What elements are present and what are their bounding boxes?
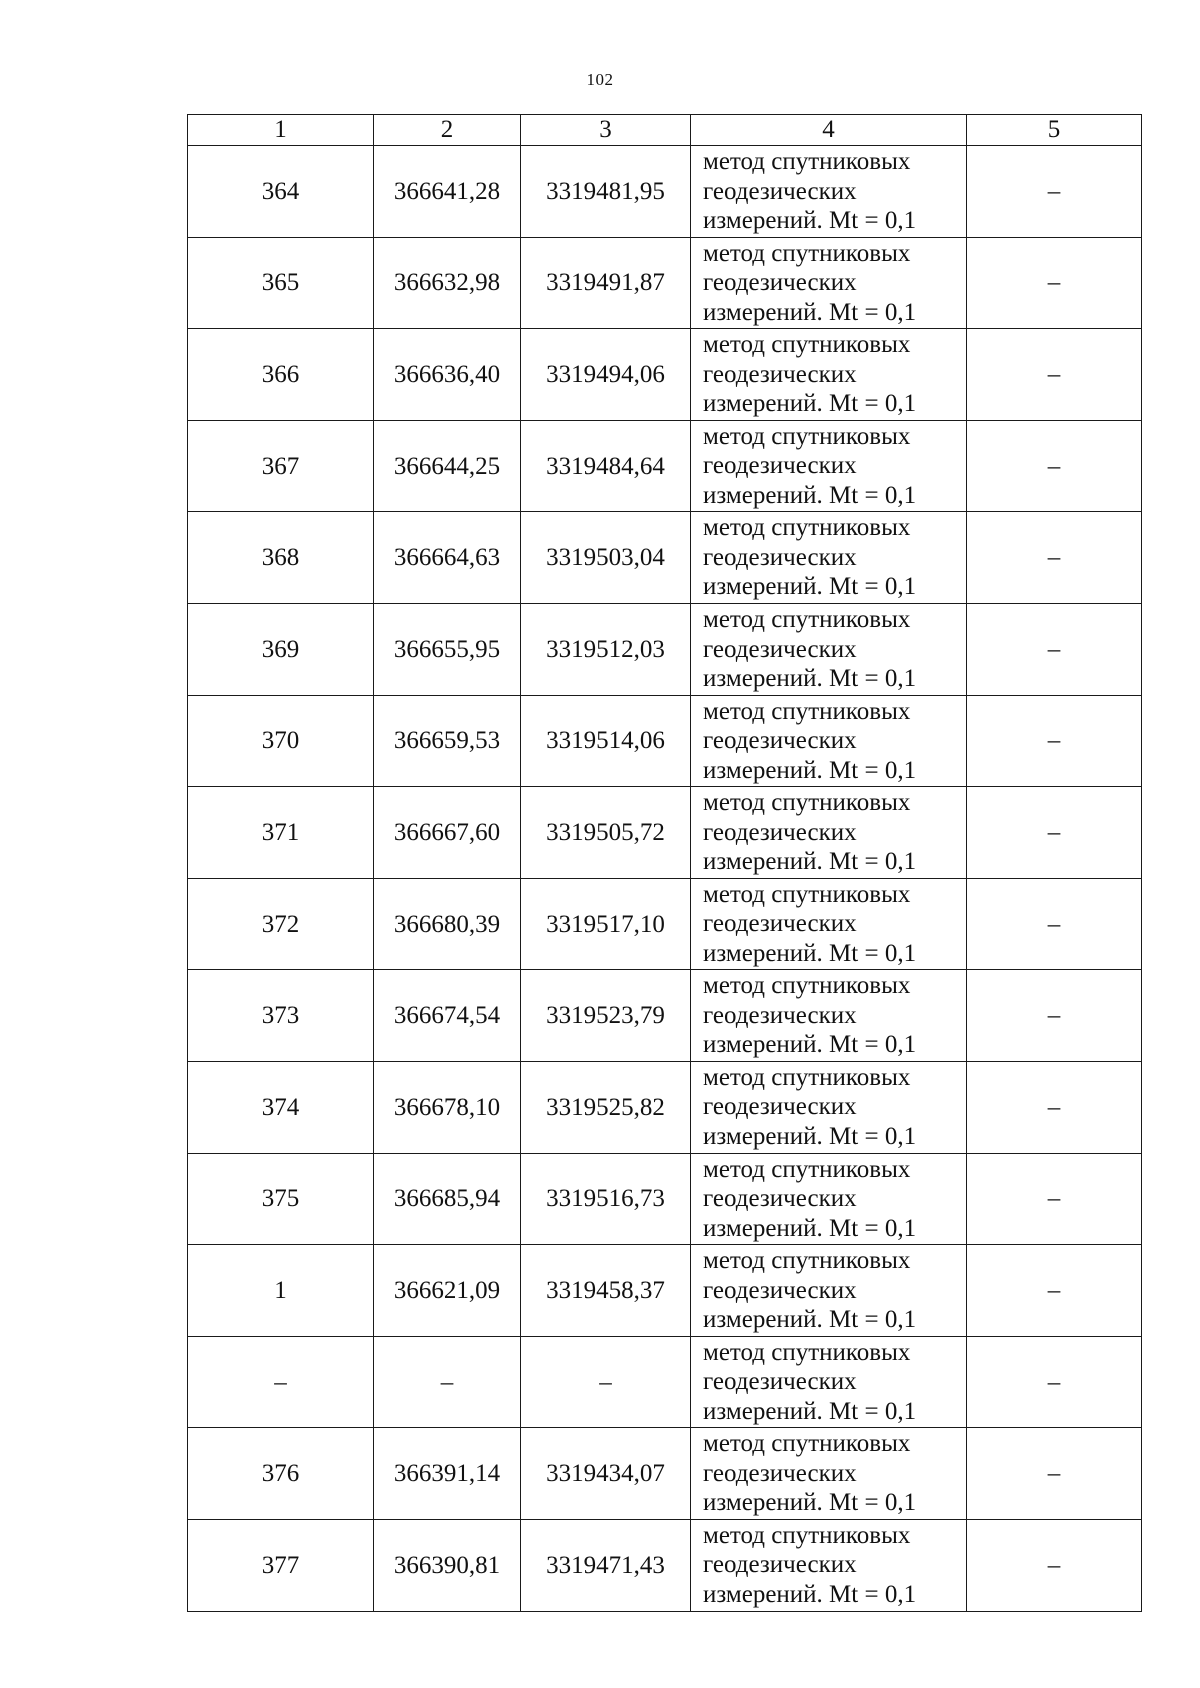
method-line: метод спутниковых	[703, 148, 911, 176]
method-line: геодезических	[703, 177, 857, 205]
x-coordinate-cell: 366685,94	[374, 1153, 521, 1245]
method-cell	[691, 970, 967, 1062]
method-line: геодезических	[703, 1459, 857, 1487]
table-row	[188, 1153, 1142, 1245]
method-line: геодезических	[703, 1093, 857, 1121]
note-cell: –	[967, 420, 1142, 512]
table-row	[188, 146, 1142, 238]
method-cell	[691, 1245, 967, 1337]
point-number-cell: 367	[188, 420, 374, 512]
y-coordinate-cell: 3319516,73	[521, 1153, 691, 1245]
method-line: метод спутниковых	[703, 1521, 911, 1549]
header-col-2: 2	[374, 115, 521, 146]
method-line: геодезических	[703, 452, 857, 480]
point-number-cell: 366	[188, 329, 374, 421]
method-cell	[691, 1153, 967, 1245]
y-coordinate-cell: 3319523,79	[521, 970, 691, 1062]
method-line: геодезических	[703, 910, 857, 938]
method-line: метод спутниковых	[703, 239, 911, 267]
y-coordinate-cell: 3319481,95	[521, 146, 691, 238]
method-line: метод спутниковых	[703, 789, 911, 817]
point-number-cell: 377	[188, 1519, 374, 1611]
method-line: геодезических	[703, 635, 857, 663]
method-cell	[691, 1061, 967, 1153]
note-cell: –	[967, 1153, 1142, 1245]
note-cell: –	[967, 1428, 1142, 1520]
point-number-cell: 1	[188, 1245, 374, 1337]
note-cell: –	[967, 603, 1142, 695]
x-coordinate-cell: 366641,28	[374, 146, 521, 238]
method-cell	[691, 603, 967, 695]
note-cell: –	[967, 1336, 1142, 1428]
y-coordinate-cell: 3319458,37	[521, 1245, 691, 1337]
y-coordinate-cell: 3319517,10	[521, 878, 691, 970]
table-row	[188, 1336, 1142, 1428]
table-header	[188, 115, 1142, 146]
method-cell	[691, 512, 967, 604]
page-number: 102	[586, 70, 614, 89]
method-cell	[691, 695, 967, 787]
method-line: метод спутниковых	[703, 514, 911, 542]
method-line: метод спутниковых	[703, 331, 911, 359]
method-line: метод спутниковых	[703, 1430, 911, 1458]
point-number-cell: 369	[188, 603, 374, 695]
method-line: геодезических	[703, 818, 857, 846]
y-coordinate-cell: 3319514,06	[521, 695, 691, 787]
table-row	[188, 695, 1142, 787]
table-body	[188, 146, 1142, 1612]
method-cell	[691, 878, 967, 970]
y-coordinate-cell: 3319434,07	[521, 1428, 691, 1520]
x-coordinate-cell: 366655,95	[374, 603, 521, 695]
x-coordinate-cell: 366644,25	[374, 420, 521, 512]
x-coordinate-cell: 366390,81	[374, 1519, 521, 1611]
method-line: измерений. Mt = 0,1	[703, 1489, 917, 1517]
method-cell	[691, 237, 967, 329]
point-number-cell: 371	[188, 787, 374, 879]
table-row	[188, 1245, 1142, 1337]
x-coordinate-cell: 366391,14	[374, 1428, 521, 1520]
note-cell: –	[967, 512, 1142, 604]
note-cell: –	[967, 237, 1142, 329]
method-line: измерений. Mt = 0,1	[703, 1122, 917, 1150]
point-number-cell: 372	[188, 878, 374, 970]
table-row	[188, 420, 1142, 512]
note-cell: –	[967, 329, 1142, 421]
note-cell: –	[967, 878, 1142, 970]
method-line: геодезических	[703, 1368, 857, 1396]
method-line: метод спутниковых	[703, 1247, 911, 1275]
table-row	[188, 1428, 1142, 1520]
method-cell	[691, 1519, 967, 1611]
method-line: геодезических	[703, 1551, 857, 1579]
y-coordinate-cell: 3319503,04	[521, 512, 691, 604]
point-number-cell: 376	[188, 1428, 374, 1520]
method-line: измерений. Mt = 0,1	[703, 390, 917, 418]
method-line: геодезических	[703, 269, 857, 297]
method-line: измерений. Mt = 0,1	[703, 665, 917, 693]
x-coordinate-cell: 366632,98	[374, 237, 521, 329]
method-line: измерений. Mt = 0,1	[703, 1214, 917, 1242]
x-coordinate-cell: 366680,39	[374, 878, 521, 970]
y-coordinate-cell: 3319471,43	[521, 1519, 691, 1611]
method-line: геодезических	[703, 727, 857, 755]
point-number-cell: 374	[188, 1061, 374, 1153]
table-row	[188, 970, 1142, 1062]
y-coordinate-cell: 3319494,06	[521, 329, 691, 421]
coordinates-table	[187, 114, 1142, 1612]
method-line: измерений. Mt = 0,1	[703, 848, 917, 876]
x-coordinate-cell: 366674,54	[374, 970, 521, 1062]
table-row	[188, 787, 1142, 879]
x-coordinate-cell: 366667,60	[374, 787, 521, 879]
method-line: измерений. Mt = 0,1	[703, 1397, 917, 1425]
header-col-1: 1	[188, 115, 374, 146]
point-number-cell: 373	[188, 970, 374, 1062]
y-coordinate-cell: 3319512,03	[521, 603, 691, 695]
table-row	[188, 603, 1142, 695]
point-number-cell: –	[188, 1336, 374, 1428]
header-col-3: 3	[521, 115, 691, 146]
method-line: метод спутниковых	[703, 1338, 911, 1366]
method-line: измерений. Mt = 0,1	[703, 1580, 917, 1608]
method-line: измерений. Mt = 0,1	[703, 1031, 917, 1059]
method-line: измерений. Mt = 0,1	[703, 939, 917, 967]
y-coordinate-cell: 3319525,82	[521, 1061, 691, 1153]
y-coordinate-cell: 3319491,87	[521, 237, 691, 329]
point-number-cell: 364	[188, 146, 374, 238]
table-row	[188, 237, 1142, 329]
method-line: геодезических	[703, 543, 857, 571]
header-col-5: 5	[967, 115, 1142, 146]
method-cell	[691, 329, 967, 421]
table-row	[188, 512, 1142, 604]
x-coordinate-cell: 366664,63	[374, 512, 521, 604]
method-line: измерений. Mt = 0,1	[703, 481, 917, 509]
note-cell: –	[967, 146, 1142, 238]
note-cell: –	[967, 1061, 1142, 1153]
method-cell	[691, 420, 967, 512]
note-cell: –	[967, 1519, 1142, 1611]
method-line: измерений. Mt = 0,1	[703, 207, 917, 235]
point-number-cell: 365	[188, 237, 374, 329]
note-cell: –	[967, 1245, 1142, 1337]
point-number-cell: 368	[188, 512, 374, 604]
method-cell	[691, 146, 967, 238]
method-cell	[691, 1428, 967, 1520]
method-line: геодезических	[703, 360, 857, 388]
method-line: метод спутниковых	[703, 880, 911, 908]
table-row	[188, 329, 1142, 421]
method-line: геодезических	[703, 1185, 857, 1213]
method-line: метод спутниковых	[703, 697, 911, 725]
note-cell: –	[967, 787, 1142, 879]
x-coordinate-cell: 366621,09	[374, 1245, 521, 1337]
header-col-4: 4	[691, 115, 967, 146]
table-row	[188, 1519, 1142, 1611]
method-line: метод спутниковых	[703, 606, 911, 634]
note-cell: –	[967, 970, 1142, 1062]
header-row	[188, 115, 1142, 146]
point-number-cell: 375	[188, 1153, 374, 1245]
method-cell	[691, 1336, 967, 1428]
x-coordinate-cell: 366659,53	[374, 695, 521, 787]
method-line: метод спутниковых	[703, 422, 911, 450]
x-coordinate-cell: 366678,10	[374, 1061, 521, 1153]
method-cell	[691, 787, 967, 879]
method-line: измерений. Mt = 0,1	[703, 573, 917, 601]
point-number-cell: 370	[188, 695, 374, 787]
method-line: измерений. Mt = 0,1	[703, 756, 917, 784]
y-coordinate-cell: –	[521, 1336, 691, 1428]
y-coordinate-cell: 3319505,72	[521, 787, 691, 879]
method-line: метод спутниковых	[703, 972, 911, 1000]
method-line: измерений. Mt = 0,1	[703, 1306, 917, 1334]
method-line: геодезических	[703, 1276, 857, 1304]
table-row	[188, 1061, 1142, 1153]
x-coordinate-cell: –	[374, 1336, 521, 1428]
note-cell: –	[967, 695, 1142, 787]
method-line: метод спутниковых	[703, 1063, 911, 1091]
method-line: измерений. Mt = 0,1	[703, 298, 917, 326]
y-coordinate-cell: 3319484,64	[521, 420, 691, 512]
x-coordinate-cell: 366636,40	[374, 329, 521, 421]
table-row	[188, 878, 1142, 970]
method-line: геодезических	[703, 1001, 857, 1029]
method-line: метод спутниковых	[703, 1155, 911, 1183]
